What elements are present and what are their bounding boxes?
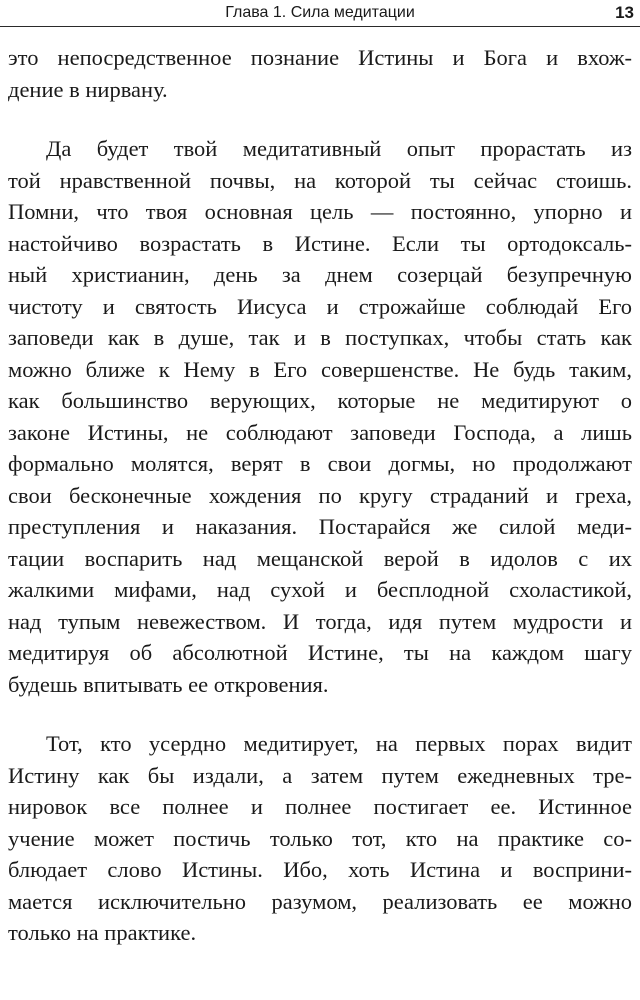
text-line: это непосредственное познание Истины и Бога и вхож- bbox=[8, 45, 632, 70]
text-line: учение может постичь только тот, кто на практике со- bbox=[8, 825, 632, 851]
text-line: жалкими мифами, над сухой и бесплодной схоластикой, bbox=[8, 577, 632, 602]
text-line: ный христианин, день за днем созерцай безупречную bbox=[8, 262, 632, 287]
text-line: Тот, кто усердно медитирует, на первых порах видит bbox=[46, 731, 632, 756]
paragraph-3 bbox=[8, 728, 632, 949]
text-line: свои бесконечные хождения по кругу страданий и греха, bbox=[8, 482, 632, 508]
text-line: преступления и наказания. Постарайся же силой меди- bbox=[8, 514, 632, 539]
text-line: дение в нирвану. bbox=[8, 76, 168, 102]
text-line: над тупым невежеством. И тогда, идя путем мудрости и bbox=[8, 608, 632, 634]
text-line: блюдает слово Истины. Ибо, хоть Истина и восприни- bbox=[8, 857, 632, 882]
text-line: будешь впитывать ее откровения. bbox=[8, 671, 329, 697]
text-line: Истину как бы издали, а затем путем ежедневных тре- bbox=[8, 762, 632, 788]
text-line: заповеди как в душе, так и в поступках, чтобы стать как bbox=[8, 325, 632, 350]
text-line: формально молятся, верят в свои догмы, но продолжают bbox=[8, 451, 632, 476]
text-line: как большинство верующих, которые не медитируют о bbox=[8, 388, 632, 413]
text-line: нировок все полнее и полнее постигает ее. Истинное bbox=[8, 794, 632, 819]
page-number: 13 bbox=[615, 3, 634, 22]
text-line: законе Истины, не соблюдают заповеди Господа, а лишь bbox=[8, 419, 632, 445]
chapter-title: Глава 1. Сила медитации bbox=[225, 4, 415, 21]
running-head bbox=[0, 0, 640, 27]
text-line: мается исключительно разумом, реализовать ее можно bbox=[8, 888, 632, 914]
text-line: Помни, что твоя основная цель — постоянно, упорно и bbox=[8, 199, 632, 224]
text-line: можно ближе к Нему в Его совершенстве. Не будь таким, bbox=[8, 356, 632, 382]
text-line: Да будет твой медитативный опыт прорастать из bbox=[46, 136, 632, 161]
text-line: настойчиво возрастать в Истине. Если ты ортодоксаль- bbox=[8, 230, 632, 256]
text-line: той нравственной почвы, на которой ты сейчас стоишь. bbox=[8, 167, 632, 193]
paragraph-1 bbox=[8, 42, 632, 105]
text-line: тации воспарить над мещанской верой в идолов с их bbox=[8, 545, 632, 571]
text-line: чистоту и святость Иисуса и строжайше соблюдай Его bbox=[8, 293, 632, 319]
text-line: только на практике. bbox=[8, 920, 197, 945]
text-line: медитируя об абсолютной Истине, ты на каждом шагу bbox=[8, 640, 632, 665]
paragraph-2 bbox=[8, 133, 632, 700]
page-body bbox=[8, 42, 632, 949]
